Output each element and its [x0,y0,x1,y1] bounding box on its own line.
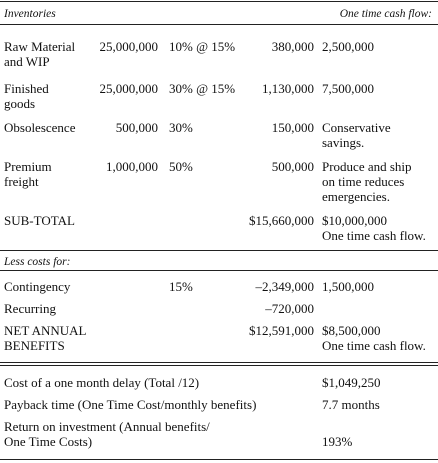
subtotal-cash: $10,000,000 One time cash flow. [322,213,426,243]
row-amount: 380,000 [271,39,314,54]
cost-amount: –2,349,000 [255,279,314,294]
less-costs-heading: Less costs for: [4,256,71,268]
row-pct: 50% [169,159,193,174]
net-amount: $12,591,000 [249,323,314,338]
net-cash: $8,500,000 One time cash flow. [322,323,426,353]
summary-value: 7.7 months [322,397,380,412]
cost-amount: –720,000 [265,301,314,316]
top-rule [0,1,438,2]
row-qty: 1,000,000 [106,159,158,174]
net-rule-lower [0,365,438,366]
row-qty: 500,000 [115,120,158,135]
summary-value: 193% [322,434,353,449]
row-label: Raw Material and WIP [4,39,76,69]
row-amount: 150,000 [271,120,314,135]
summary-label: Payback time (One Time Cost/monthly benefits) [4,397,257,412]
header-inventories: Inventories [4,8,56,20]
row-label: Finished goods [4,81,49,111]
row-pct: 10% @ 15% [169,39,236,54]
row-pct: 30% @ 15% [169,81,236,96]
row-cash: 2,500,000 [322,39,374,54]
summary-value: $1,049,250 [322,375,381,390]
row-qty: 25,000,000 [99,81,158,96]
subtotal-amount: $15,660,000 [249,213,314,228]
header-cash-flow: One time cash flow: [339,8,432,20]
row-cash: 7,500,000 [322,81,374,96]
row-pct: 30% [169,120,193,135]
row-cash: Conservative savings. [322,120,391,150]
row-amount: 500,000 [271,159,314,174]
cost-cash: 1,500,000 [322,279,374,294]
cost-pct: 15% [169,279,193,294]
summary-label: Return on investment (Annual benefits/ One Time Costs) [4,419,210,449]
row-qty: 25,000,000 [99,39,158,54]
row-label: Premium freight [4,159,52,189]
subtotal-label: SUB-TOTAL [4,213,75,228]
row-label: Obsolescence [4,120,76,135]
net-rule-upper [0,362,438,363]
cost-label: Recurring [4,301,56,316]
bottom-rule [0,459,438,460]
section-rule [0,250,438,251]
row-amount: 1,130,000 [262,81,314,96]
row-cash: Produce and ship on time reduces emergencies. [322,159,412,204]
summary-label: Cost of a one month delay (Total /12) [4,375,200,390]
header-rule [0,24,438,25]
net-label: NET ANNUAL BENEFITS [4,323,87,353]
less-costs-rule [0,270,438,271]
cost-label: Contingency [4,279,71,294]
